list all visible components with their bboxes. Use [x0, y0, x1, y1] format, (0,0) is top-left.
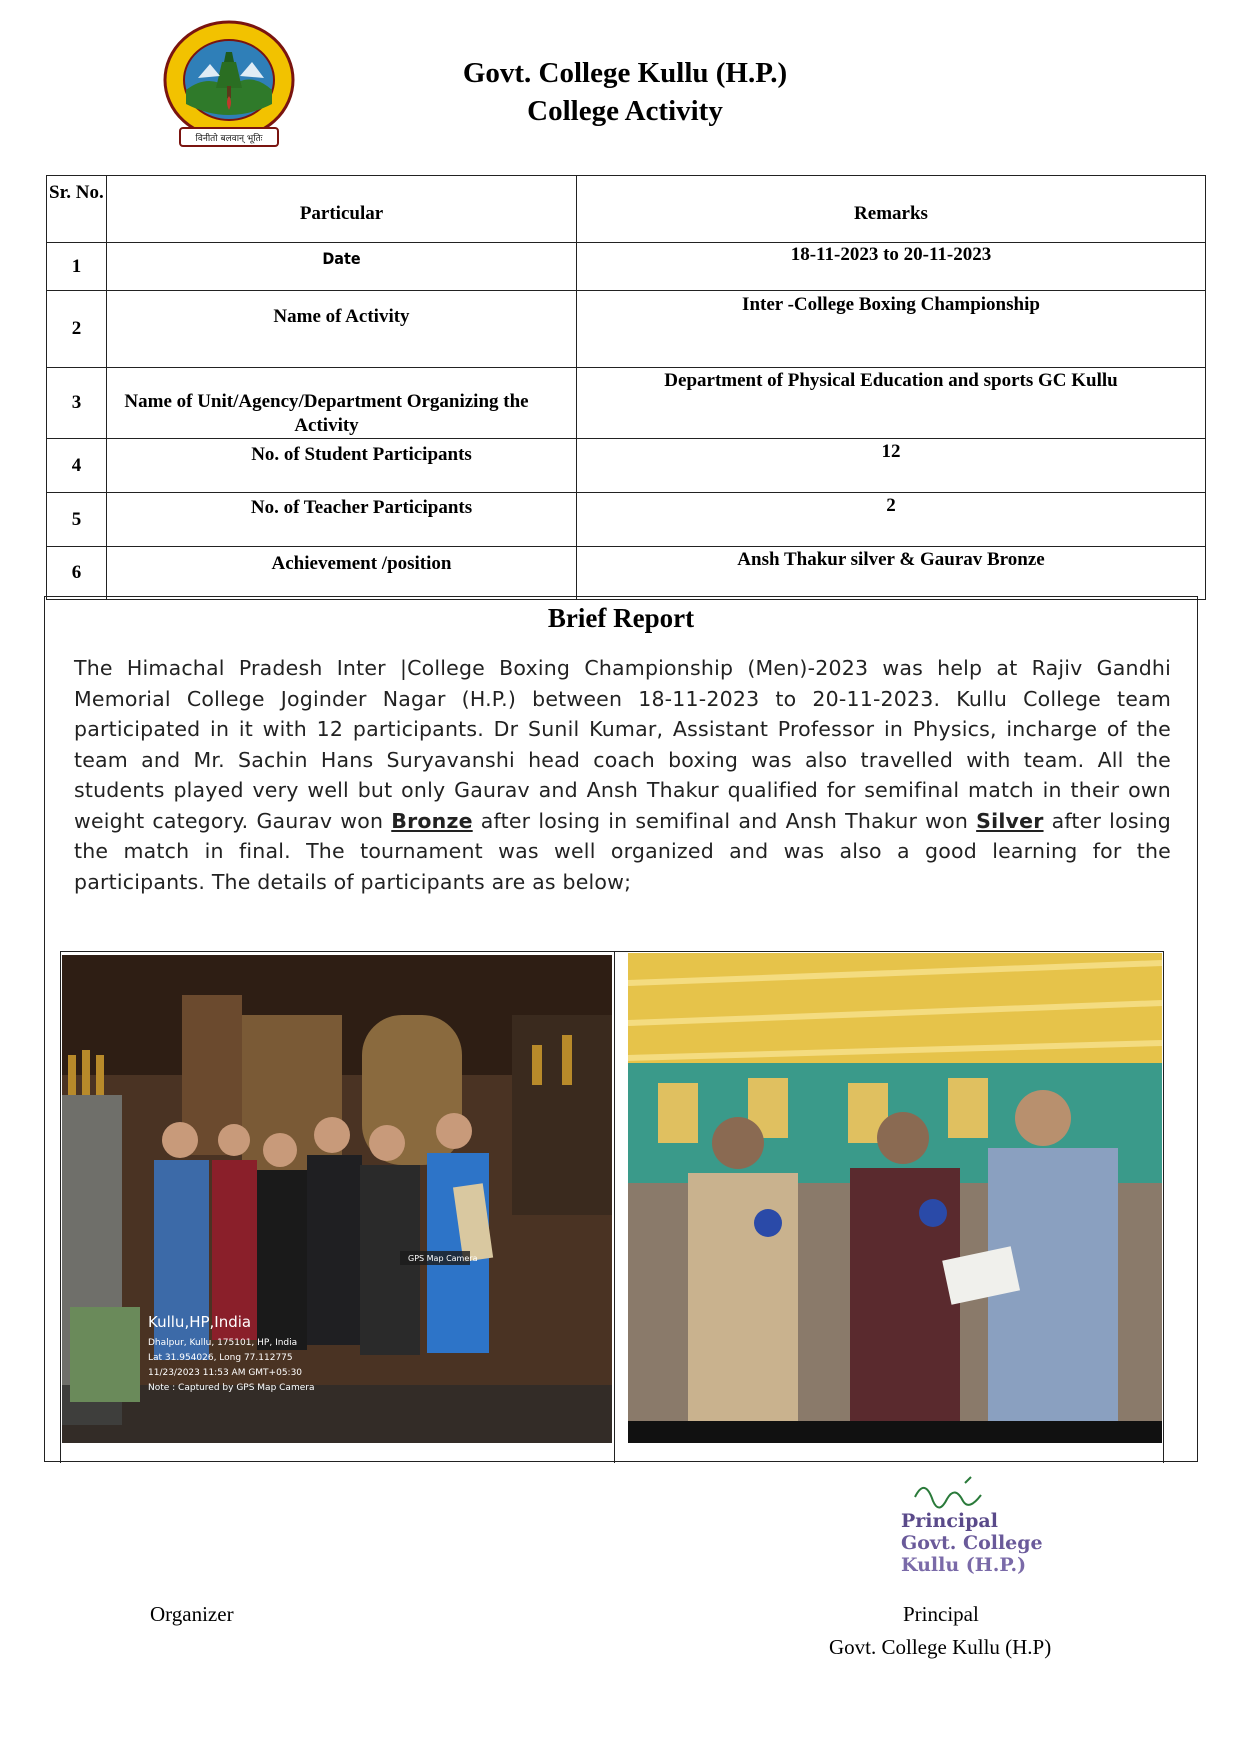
- page-title: Govt. College Kullu (H.P.): [462, 57, 788, 89]
- table-row: [47, 368, 1206, 439]
- remarks-cell: Department of Physical Education and sports GC Kullu: [577, 368, 1206, 439]
- table-row: [47, 243, 1206, 291]
- bronze-highlight: Bronze: [391, 808, 473, 833]
- remarks-cell: 18-11-2023 to 20-11-2023: [577, 243, 1206, 291]
- particular-cell: No. of Student Participants: [107, 439, 577, 493]
- particular-cell: No. of Teacher Participants: [107, 493, 577, 547]
- table-row: [47, 291, 1206, 368]
- svg-text:Kullu,HP,India: Kullu,HP,India: [148, 1313, 252, 1331]
- remarks-cell: Inter -College Boxing Championship: [577, 291, 1206, 368]
- brief-report-text: The Himachal Pradesh Inter |College Boxing Championship (Men)-2023 was help at Rajiv Gandhi Memorial College Joginder Nagar (H.P.) between 18-11-2023 to 20-11-2023. Kullu College team participated in it with 12 participants. Dr Sunil Kumar, Assistant Professor in Physics, incharge of the team and Mr. Sachin Hans Suryavanshi head coach boxing was also travelled with team. All the students played very well but only Gaurav and Ansh Thakur qualified for semifinal match in their own weight category. Gaurav won Bronze after losing in semifinal and Ansh Thakur won Silver after losing the match in final. The tournament was well organized and was also a good learning for the participants. The details of participants are as below;: [74, 656, 1171, 894]
- sr-no-header: Sr. No.: [47, 176, 107, 243]
- photo-divider: [614, 951, 615, 1463]
- svg-text:Note : Captured by GPS Map Cam: Note : Captured by GPS Map Camera: [148, 1383, 315, 1393]
- svg-text:11/23/2023 11:53 AM GMT+05:30: 11/23/2023 11:53 AM GMT+05:30: [148, 1368, 303, 1378]
- particular-cell: Name of Activity: [107, 291, 577, 368]
- team-photo: [62, 955, 612, 1443]
- brief-report-box: [44, 596, 1198, 1462]
- remarks-header: Remarks: [577, 176, 1206, 243]
- table-row: [47, 547, 1206, 600]
- sr-cell: 1: [47, 243, 107, 291]
- college-footer: Govt. College Kullu (H.P): [829, 1635, 1052, 1659]
- table-row: [47, 439, 1206, 493]
- table-row: [47, 493, 1206, 547]
- sr-cell: 3: [47, 368, 107, 439]
- particular-cell: Achievement /position: [107, 547, 577, 600]
- sr-cell: 5: [47, 493, 107, 547]
- remarks-cell: 12: [577, 439, 1206, 493]
- prize-distribution-photo: [628, 953, 1162, 1443]
- silver-highlight: Silver: [976, 808, 1044, 833]
- principal-label: Principal: [903, 1602, 979, 1626]
- svg-text:Lat 31.954026, Long 77.112775: Lat 31.954026, Long 77.112775: [148, 1353, 293, 1363]
- remarks-cell: 2: [577, 493, 1206, 547]
- svg-text:Principal: Principal: [901, 1510, 998, 1532]
- organizer-label: Organizer: [150, 1602, 234, 1626]
- svg-text:Dhalpur, Kullu, 175101, HP, In: Dhalpur, Kullu, 175101, HP, India: [148, 1338, 298, 1348]
- particular-cell: Name of Unit/Agency/Department Organizing the Activity: [107, 368, 577, 439]
- svg-text:विनीतो बलवान् भूतिः: विनीतो बलवान् भूतिः: [195, 134, 263, 144]
- photo-divider: [60, 951, 61, 1463]
- activity-table: [46, 175, 1206, 600]
- particular-cell: Date: [107, 243, 577, 291]
- table-header-row: [47, 176, 1206, 243]
- sr-cell: 2: [47, 291, 107, 368]
- college-logo: [158, 18, 300, 156]
- sr-cell: 4: [47, 439, 107, 493]
- brief-report-title: Brief Report: [547, 603, 695, 633]
- page-subtitle: College Activity: [527, 95, 723, 127]
- sr-cell: 6: [47, 547, 107, 600]
- particular-header: Particular: [107, 176, 577, 243]
- principal-signature-stamp: [895, 1475, 1055, 1595]
- svg-text:Kullu (H.P.): Kullu (H.P.): [901, 1554, 1027, 1576]
- photo-divider: [1163, 951, 1164, 1463]
- svg-text:GPS Map Camera: GPS Map Camera: [408, 1254, 478, 1263]
- svg-text:Govt. College: Govt. College: [901, 1532, 1043, 1554]
- remarks-cell: Ansh Thakur silver & Gaurav Bronze: [577, 547, 1206, 600]
